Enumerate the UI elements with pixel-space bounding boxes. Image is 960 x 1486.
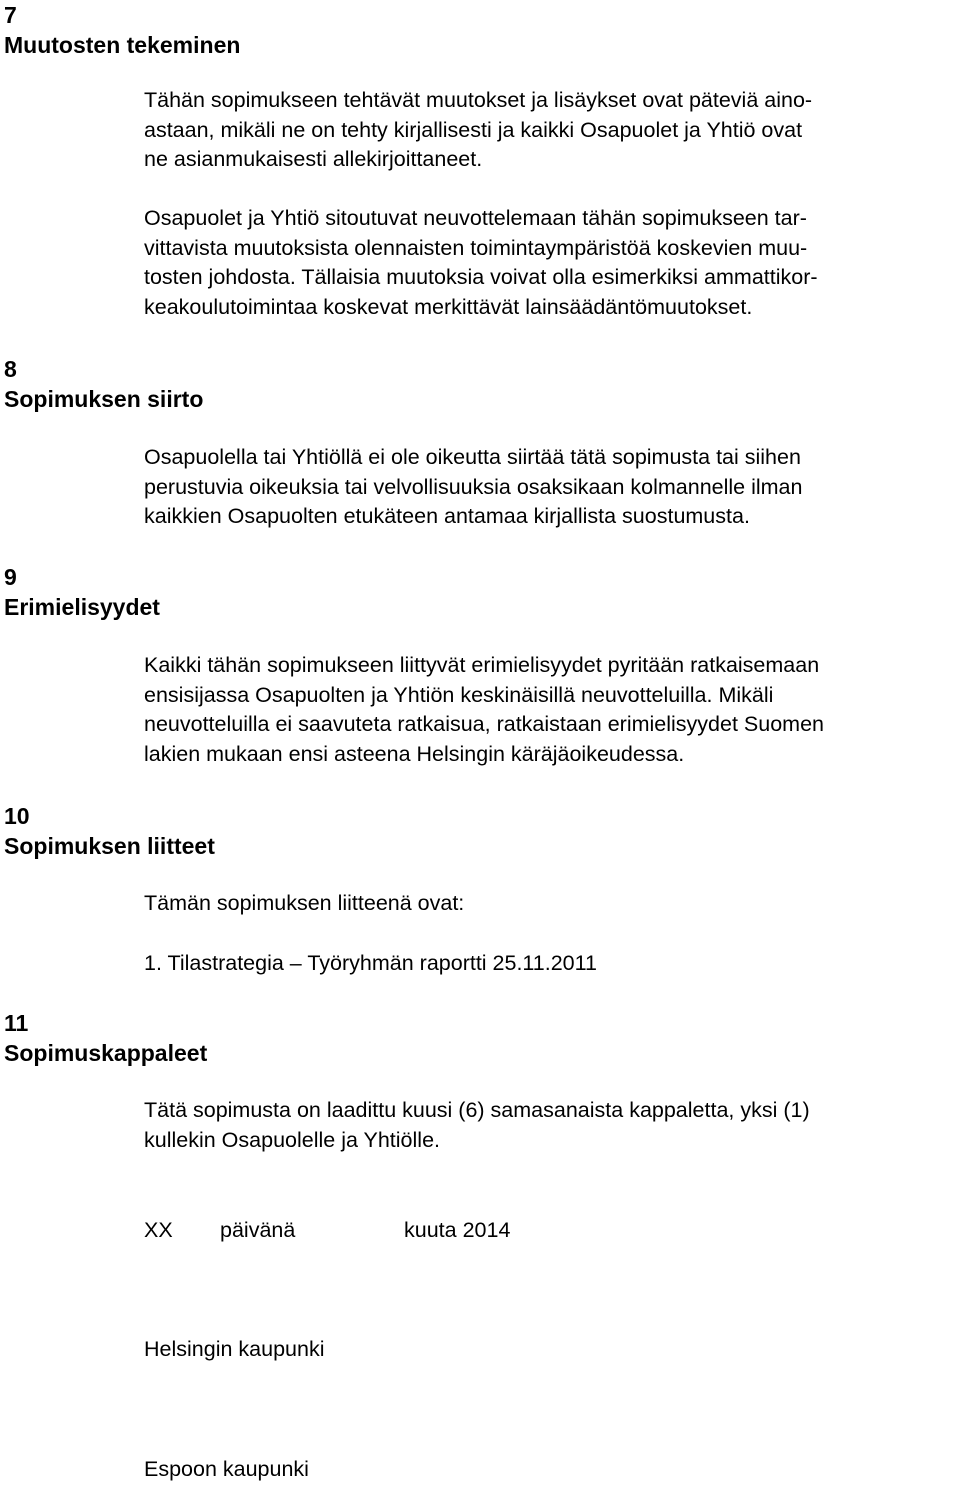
section-7-paragraph-2: Osapuolet ja Yhtiö sitoutuvat neuvottelemaan tähän sopimukseen tar- vittavista muutoksista olennaisten toimintaympäristöä koskevien muu- tosten johdosta. Tällaisia muutoksia voivat olla esimerkiksi ammattikor- keakoulutoimintaa koskevat merkittävät lainsäädäntömuutokset. [144,206,818,319]
section-number: 9 [4,564,17,590]
signatory-espoo: Espoon kaupunki [144,1457,309,1481]
section-9-paragraph-1: Kaikki tähän sopimukseen liittyvät erimielisyydet pyritään ratkaisemaan ensisijassa Osapuolten ja Yhtiön keskinäisillä neuvotteluilla. Mikäli neuvotteluilla ei saavuteta ratkaisua, ratkaistaan erimielisyydet Suomen lakien mukaan ensi asteena Helsingin käräjäoikeudessa. [144,653,825,766]
section-title: Muutosten tekeminen [4,32,241,58]
section-9-heading [4,562,160,622]
section-11-heading [4,1008,207,1068]
section-title: Erimielisyydet [4,594,160,620]
signatory-helsinki: Helsingin kaupunki [144,1337,325,1361]
section-number: 8 [4,356,17,382]
section-10-heading [4,801,215,861]
signature-day: päivänä [220,1218,296,1242]
section-number: 7 [4,2,17,28]
section-number: 10 [4,803,30,829]
signature-place: XX [144,1218,173,1242]
section-7-paragraph-1: Tähän sopimukseen tehtävät muutokset ja lisäykset ovat päteviä aino- astaan, mikäli ne on tehty kirjallisesti ja kaikki Osapuolet ja Yhtiö ovat ne asianmukaisesti allekirjoittaneet. [144,88,813,171]
section-title: Sopimuksen siirto [4,386,204,412]
section-title: Sopimuksen liitteet [4,833,215,859]
signature-month-year: kuuta 2014 [404,1218,511,1242]
section-8-heading [4,354,203,414]
section-title: Sopimuskappaleet [4,1040,208,1066]
section-7-heading [4,0,240,60]
section-11-paragraph-1: Tätä sopimusta on laadittu kuusi (6) samasanaista kappaletta, yksi (1) kullekin Osapuolelle ja Yhtiölle. [144,1098,810,1152]
attachment-item: 1. Tilastrategia – Työryhmän raportti 25.11.2011 [144,951,597,975]
attachments-intro: Tämän sopimuksen liitteenä ovat: [144,891,465,915]
section-8-paragraph-1: Osapuolella tai Yhtiöllä ei ole oikeutta siirtää tätä sopimusta tai siihen perustuvia oikeuksia tai velvollisuuksia osaksikaan kolmannelle ilman kaikkien Osapuolten etukäteen antamaa kirjallista suostumusta. [144,445,803,528]
section-number: 11 [4,1010,29,1036]
